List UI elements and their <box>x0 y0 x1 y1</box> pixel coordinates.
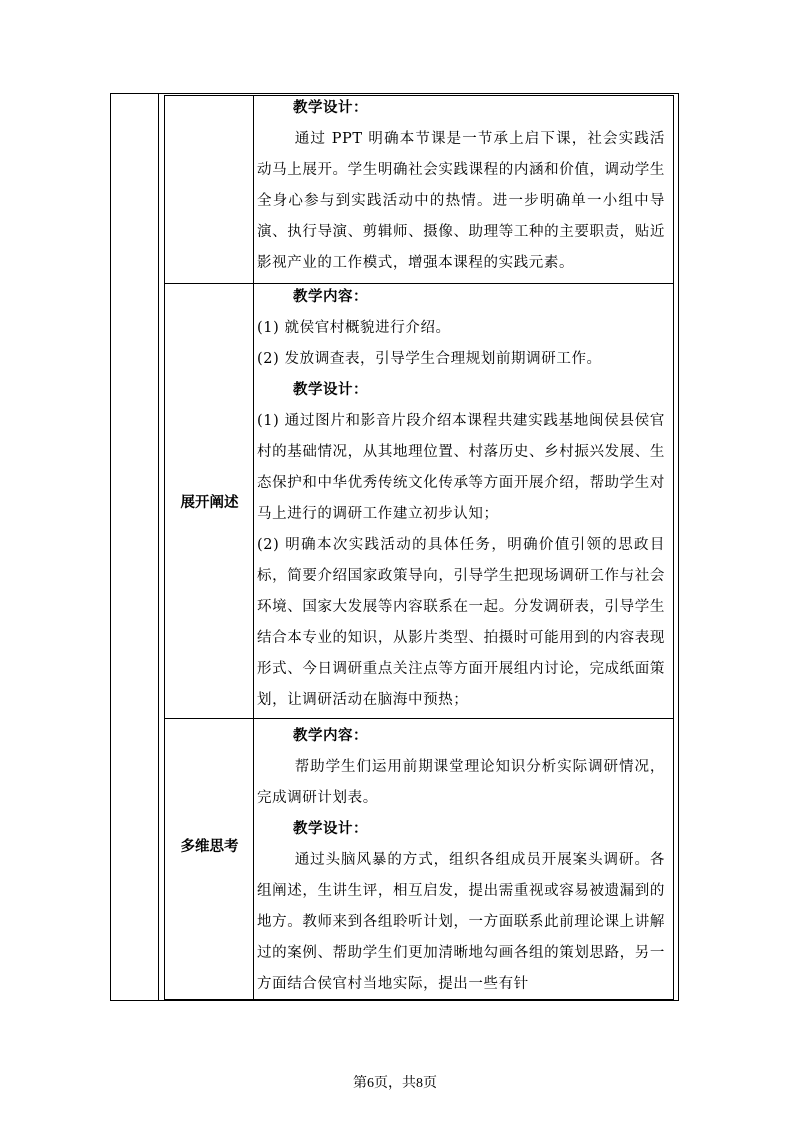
row-label-multidim: 多维思考 <box>180 838 239 855</box>
row-content <box>255 721 665 1000</box>
table-row-intro <box>165 95 674 283</box>
content-item-2: (2) 发放调查表，引导学生合理规划前期调研工作。 <box>257 351 602 367</box>
table-row-multidim <box>165 719 674 1000</box>
design-item-2: (2) 明确本次实践活动的具体任务，明确价值引领的思政目标，简要介绍国家政策导向，引导学生把现场调研工作与社会环境、国家大发展等内容联系在一起。分发调研表，引导学生结合本专业的知识，从影片类型、拍摄时可能用到的内容表现形式、今日调研重点关注点等方面开展组内讨论，完成纸面策划，让调研活动在脑海中预热； <box>257 537 665 708</box>
design-heading: 教学设计： <box>293 100 368 116</box>
content-heading: 教学内容： <box>293 289 368 305</box>
content-paragraph: 帮助学生们运用前期课堂理论知识分析实际调研情况，完成调研计划表。 <box>257 759 665 806</box>
row-content <box>255 93 665 279</box>
table-row-expand <box>165 284 674 718</box>
page-footer: 第6页，共8页 <box>353 1076 437 1091</box>
row-label <box>165 95 254 283</box>
design-paragraph: 通过 PPT 明确本节课是一节承上启下课，社会实践活动马上展开。学生明确社会实践课程的内涵和价值，调动学生全身心参与到实践活动中的热情。进一步明确单一小组中导演、执行导演、剪辑师、摄像、助理等工种的主要职责，贴近影视产业的工作模式，增强本课程的实践元素。 <box>257 131 665 271</box>
design-heading: 教学设计： <box>293 382 368 398</box>
design-item-1: (1) 通过图片和影音片段介绍本课程共建实践基地闽侯县侯官村的基础情况，从其地理位置、村落历史、乡村振兴发展、生态保护和中华优秀传统文化传承等方面开展介绍，帮助学生对马上进行的调研工作建立初步认知； <box>257 413 665 522</box>
content-heading: 教学内容： <box>293 728 368 744</box>
content-item-1: (1) 就侯官村概貌进行介绍。 <box>257 320 451 336</box>
design-paragraph: 通过头脑风暴的方式，组织各组成员开展案头调研。各组阐述，生讲生评，相互启发，提出需重视或容易被遗漏到的地方。教师来到各组聆听计划，一方面联系此前理论课上讲解过的案例、帮助学生们更加清晰地勾画各组的策划思路，另一方面结合侯官村当地实际，提出一些有针 <box>257 852 665 992</box>
design-heading: 教学设计： <box>293 821 368 837</box>
left-margin-line <box>158 93 159 1001</box>
row-content <box>255 282 665 716</box>
row-label-expand: 展开阐述 <box>180 494 239 511</box>
